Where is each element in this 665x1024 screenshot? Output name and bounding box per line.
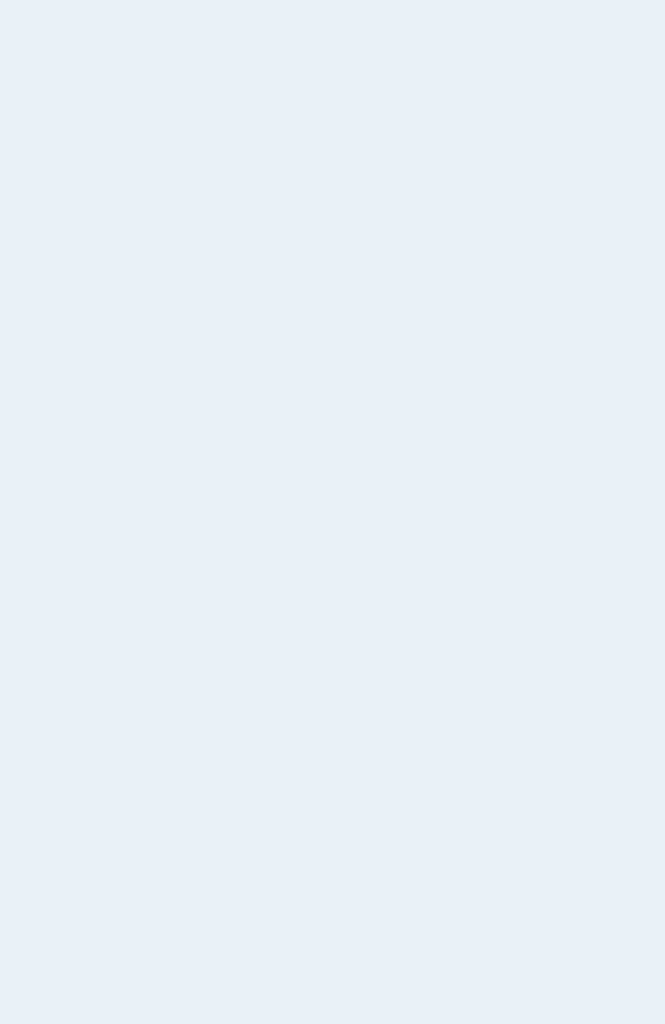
page-body [32, 30, 615, 47]
